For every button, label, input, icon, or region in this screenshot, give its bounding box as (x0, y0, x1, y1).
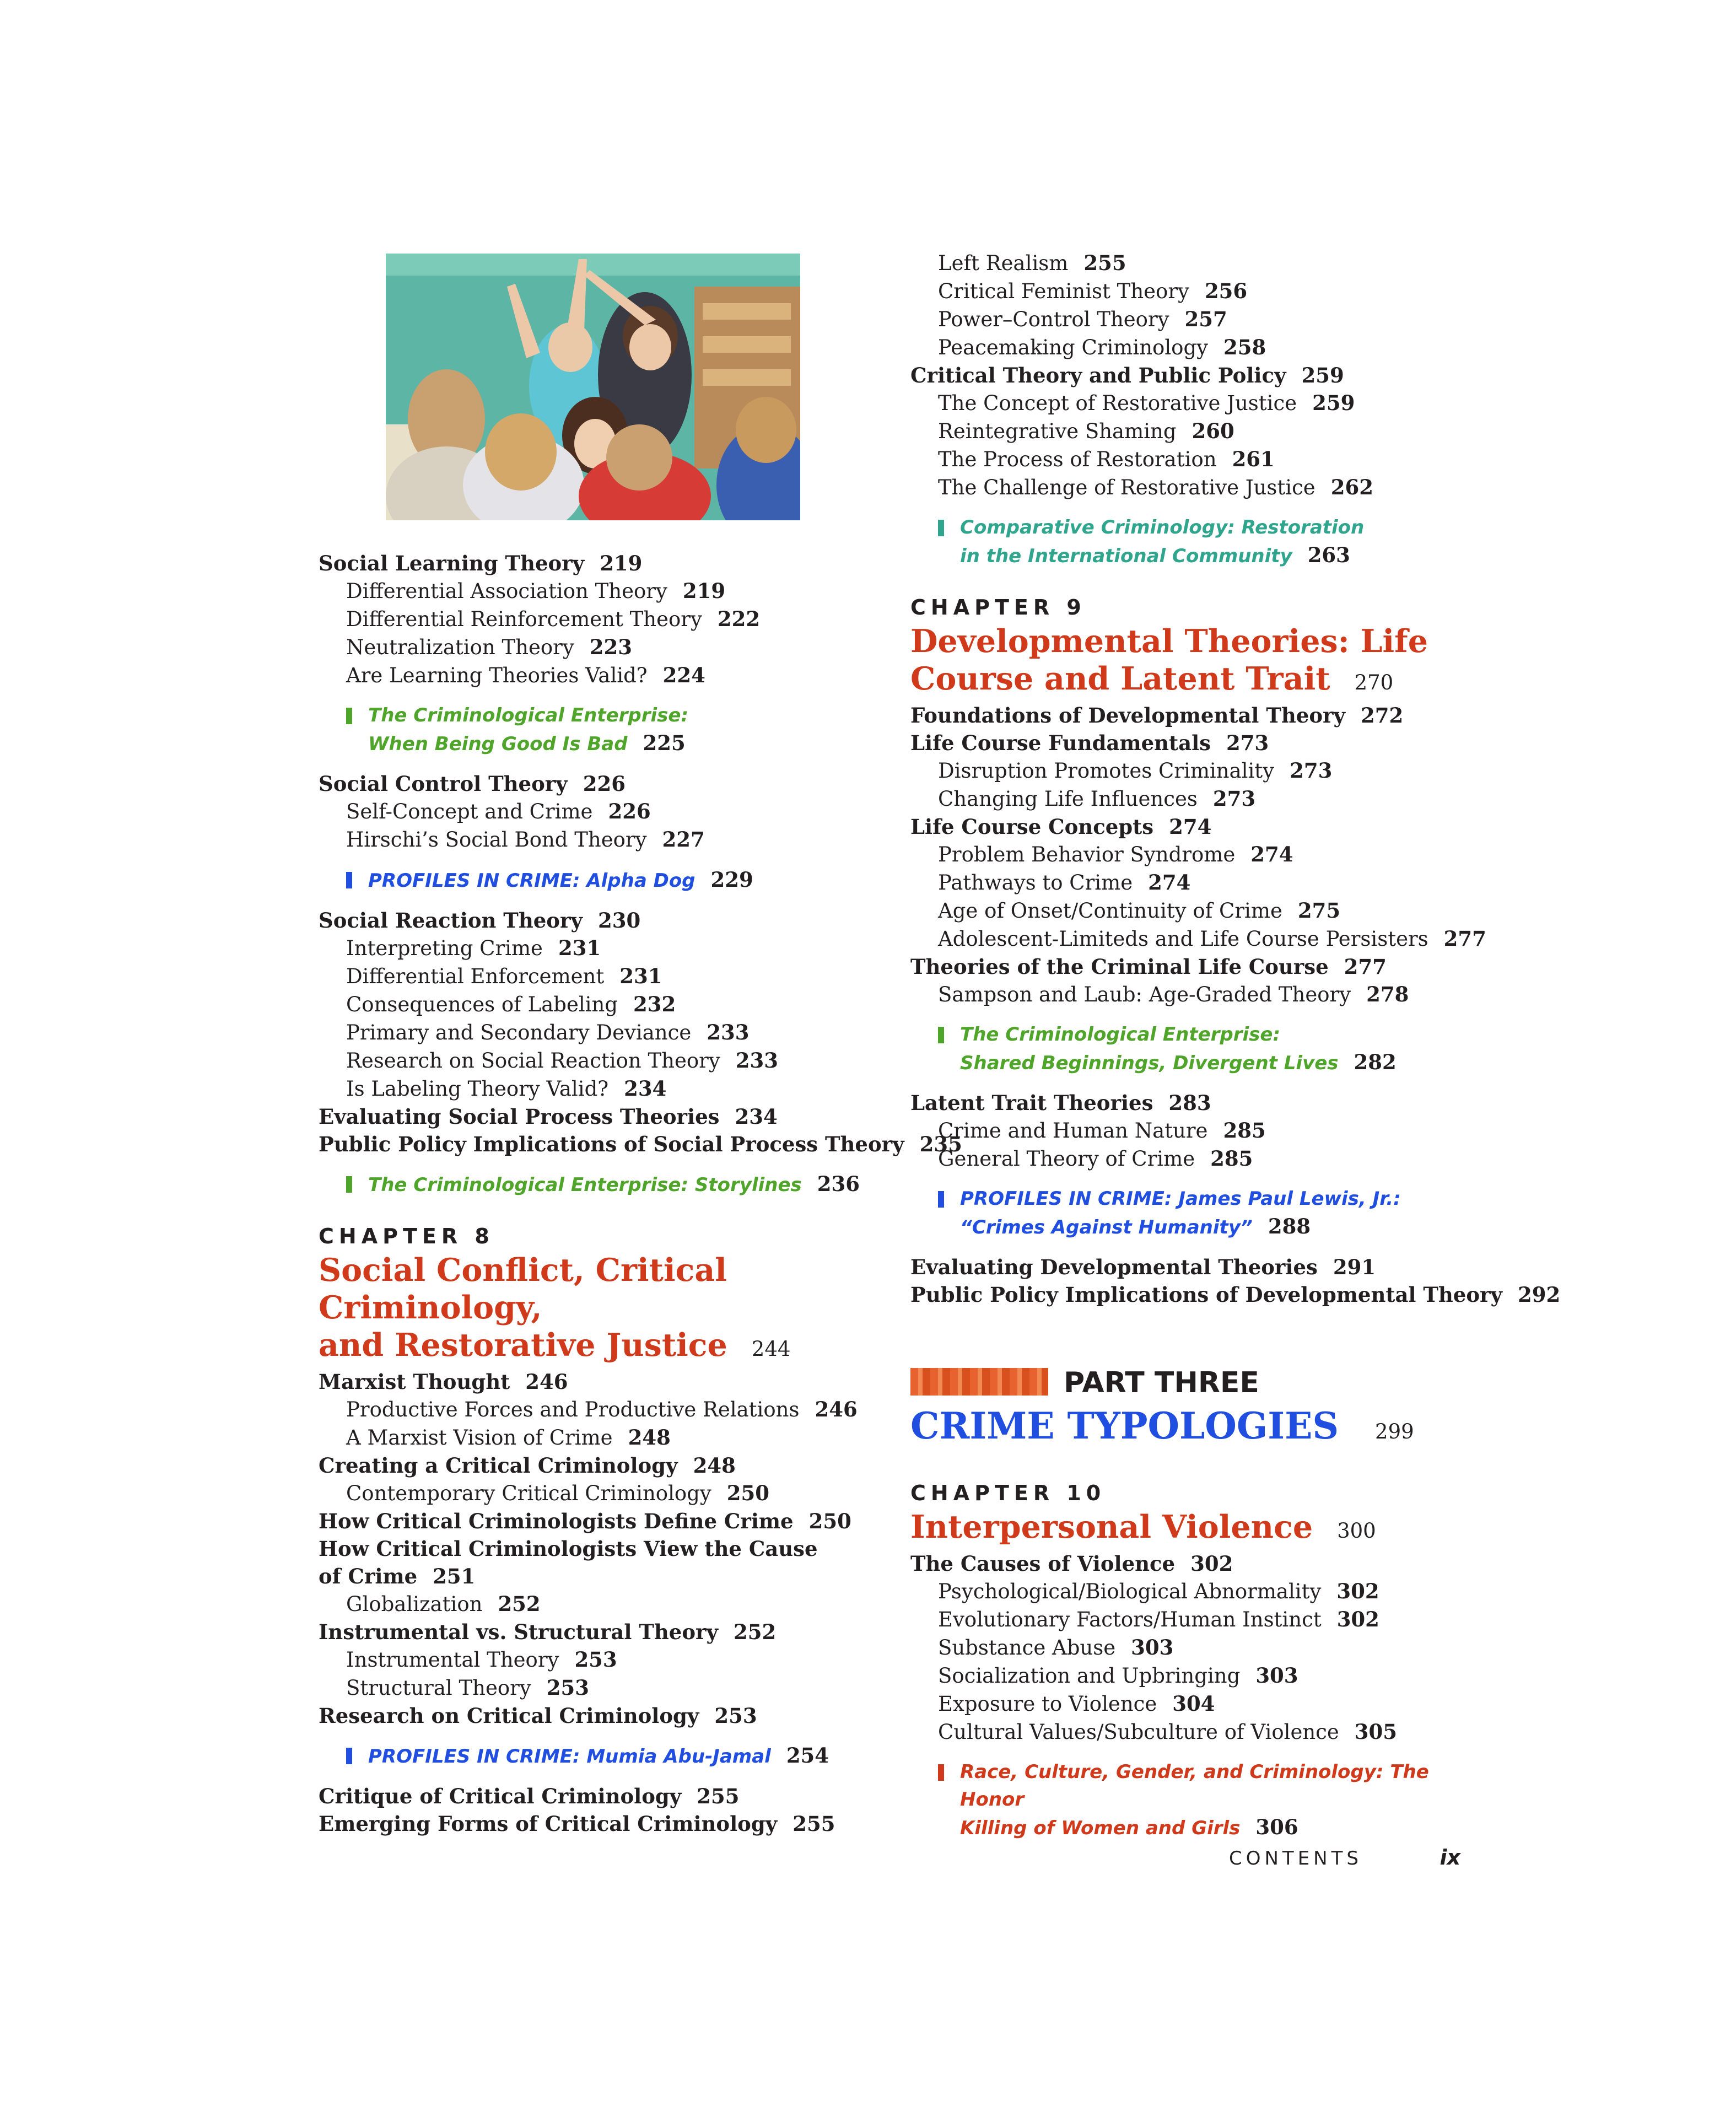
feature-title-text: The Criminological Enterprise: (960, 1023, 1281, 1046)
entry-page-number: 252 (734, 1620, 777, 1644)
toc-subentry (319, 1590, 892, 1618)
entry-title: Primary and Secondary Deviance (346, 1021, 692, 1044)
chapter-title (319, 1252, 892, 1368)
entry-page-number: 275 (1297, 898, 1341, 923)
feature-title-line (960, 541, 1495, 570)
toc-subentry (319, 826, 892, 854)
toc-subentry (319, 1674, 892, 1702)
toc-subentry (319, 934, 892, 962)
chapter-title-line (910, 1509, 1495, 1550)
part-color-swatch (910, 1368, 1048, 1396)
toc-subentry (319, 1646, 892, 1674)
entry-page-number: 304 (1172, 1691, 1215, 1716)
photo-illustration (386, 254, 800, 520)
feature-title-line (368, 866, 892, 895)
entry-page-number: 303 (1255, 1663, 1298, 1688)
entry-title: The Challenge of Restorative Justice (938, 476, 1316, 499)
toc-subentry (910, 445, 1495, 473)
feature-box-entry (910, 514, 1495, 570)
entry-title: Research on Social Reaction Theory (346, 1049, 720, 1073)
feature-page-number: 263 (1307, 543, 1350, 567)
entry-page-number: 273 (1226, 731, 1269, 755)
entry-page-number: 250 (726, 1481, 770, 1505)
entry-title: Productive Forces and Productive Relations (346, 1398, 800, 1421)
feature-marker-icon (346, 708, 352, 724)
toc-subentry (910, 757, 1495, 785)
feature-title-text: When Being Good Is Bad (368, 733, 628, 755)
toc-subentry (910, 305, 1495, 333)
chapter-label: CHAPTER 8 (319, 1224, 494, 1248)
toc-subentry (910, 1117, 1495, 1145)
entry-page-number: 253 (574, 1647, 617, 1672)
feature-title-line (960, 1021, 1495, 1048)
entry-page-number: 235 (919, 1132, 962, 1156)
chapter-title-text: Interpersonal Violence (910, 1509, 1313, 1545)
toc-heading-entry (910, 1550, 1495, 1577)
feature-box-entry (319, 702, 892, 758)
entry-page-number: 259 (1301, 363, 1344, 387)
entry-title: Public Policy Implications of Social Process Theory (319, 1132, 904, 1156)
entry-page-number: 246 (525, 1370, 568, 1394)
entry-title: Theories of the Criminal Life Course (910, 955, 1329, 979)
feature-title-text: in the International Community (960, 545, 1292, 567)
chapter-title (910, 1509, 1495, 1550)
entry-page-number: 260 (1192, 419, 1234, 443)
toc-heading-entry (319, 549, 892, 577)
entry-title: The Process of Restoration (938, 448, 1217, 471)
toc-heading-entry (910, 813, 1495, 841)
entry-title: Psychological/Biological Abnormality (938, 1580, 1322, 1603)
entry-page-number: 232 (633, 992, 676, 1016)
entry-page-number: 255 (1083, 251, 1126, 275)
entry-title: Instrumental vs. Structural Theory (319, 1620, 718, 1644)
entry-title: How Critical Criminologists Define Crime (319, 1509, 794, 1533)
entry-page-number: 285 (1210, 1146, 1253, 1171)
feature-box-entry (319, 866, 892, 895)
toc-heading-entry (319, 1130, 962, 1158)
entry-title: Sampson and Laub: Age-Graded Theory (938, 983, 1351, 1006)
entry-title: Evaluating Social Process Theories (319, 1105, 720, 1129)
toc-subentry (910, 1145, 1495, 1173)
feature-box-entry (910, 1758, 1495, 1842)
feature-title-line (960, 1813, 1495, 1842)
entry-title: of Crime (319, 1564, 418, 1588)
entry-page-number: 302 (1336, 1607, 1379, 1631)
entry-page-number: 285 (1223, 1118, 1266, 1143)
entry-title: Hirschi’s Social Bond Theory (346, 828, 647, 852)
entry-page-number: 259 (1312, 391, 1355, 415)
feature-page-number: 229 (710, 868, 753, 892)
toc-subentry (319, 962, 892, 990)
feature-marker-icon (346, 872, 352, 888)
toc-subentry (319, 1424, 892, 1452)
entry-page-number: 248 (693, 1453, 736, 1478)
feature-page-number: 225 (643, 731, 686, 755)
toc-heading-entry (319, 770, 892, 798)
entry-page-number: 305 (1354, 1720, 1398, 1744)
entry-title: Structural Theory (346, 1676, 531, 1700)
toc-heading-entry (910, 1253, 1495, 1281)
toc-subentry (319, 1479, 892, 1507)
entry-page-number: 272 (1361, 703, 1404, 728)
toc-heading-entry (319, 1103, 892, 1130)
entry-page-number: 253 (546, 1676, 589, 1700)
entry-page-number: 253 (714, 1704, 757, 1728)
feature-marker-icon (346, 1176, 352, 1193)
entry-page-number: 256 (1204, 279, 1248, 303)
entry-title: Adolescent-Limiteds and Life Course Persisters (938, 927, 1428, 951)
entry-title: Life Course Fundamentals (910, 731, 1211, 755)
toc-right-column (910, 249, 1561, 1854)
entry-title: Is Labeling Theory Valid? (346, 1077, 609, 1101)
entry-title: Differential Enforcement (346, 965, 605, 988)
part-title (910, 1402, 1495, 1456)
entry-title: Social Reaction Theory (319, 908, 583, 933)
feature-box-entry (910, 1185, 1495, 1241)
feature-box-entry (910, 1021, 1495, 1077)
entry-page-number: 231 (619, 964, 662, 988)
entry-page-number: 234 (735, 1105, 778, 1129)
entry-title: Globalization (346, 1592, 483, 1616)
part-header (910, 1364, 1495, 1402)
entry-page-number: 219 (682, 579, 726, 603)
toc-heading-entry (319, 1810, 892, 1838)
toc-heading-entry (319, 1782, 892, 1810)
toc-subentry (910, 925, 1495, 953)
entry-title: Marxist Thought (319, 1370, 510, 1394)
entry-title: The Causes of Violence (910, 1551, 1176, 1576)
toc-subentry (910, 1718, 1495, 1746)
entry-title: Social Learning Theory (319, 551, 585, 575)
entry-title: Public Policy Implications of Developmental Theory (910, 1283, 1503, 1307)
feature-title-text: Killing of Women and Girls (960, 1817, 1241, 1839)
toc-subentry (319, 798, 892, 826)
entry-page-number: 250 (808, 1509, 851, 1533)
feature-title-text: PROFILES IN CRIME: Mumia Abu-Jamal (368, 1746, 771, 1768)
entry-page-number: 273 (1212, 786, 1256, 811)
feature-title-line (368, 1170, 892, 1199)
feature-marker-icon (938, 520, 944, 536)
entry-page-number: 222 (717, 607, 761, 631)
toc-subentry (910, 785, 1495, 813)
page-footer (1229, 1847, 1460, 1870)
entry-title: Age of Onset/Continuity of Crime (938, 899, 1282, 923)
entry-page-number: 246 (815, 1397, 858, 1421)
entry-title: The Concept of Restorative Justice (938, 391, 1297, 415)
entry-title: Cultural Values/Subculture of Violence (938, 1720, 1339, 1744)
entry-page-number: 273 (1290, 758, 1333, 783)
chapter-title (910, 623, 1495, 702)
toc-subentry (910, 1577, 1495, 1606)
entry-title: Foundations of Developmental Theory (910, 703, 1345, 728)
entry-page-number: 226 (608, 799, 651, 823)
feature-title-line (960, 1213, 1495, 1241)
feature-box-entry (319, 1742, 892, 1770)
feature-page-number: 236 (817, 1172, 860, 1196)
entry-title: Critical Feminist Theory (938, 279, 1189, 303)
toc-heading-entry (319, 1368, 892, 1396)
chapter-title-line (319, 1252, 892, 1327)
chapter-title-text: Developmental Theories: Life (910, 623, 1428, 660)
entry-title: Social Control Theory (319, 772, 568, 796)
feature-title-line (368, 729, 892, 758)
feature-title-text: “Crimes Against Humanity” (960, 1216, 1253, 1238)
feature-title-line (960, 514, 1495, 541)
entry-title: Pathways to Crime (938, 871, 1133, 895)
toc-heading-entry (910, 362, 1495, 389)
entry-page-number: 224 (662, 663, 705, 687)
entry-page-number: 231 (558, 936, 601, 960)
part-label: PART THREE (1064, 1366, 1259, 1399)
toc-subentry (910, 981, 1495, 1009)
entry-title: General Theory of Crime (938, 1147, 1195, 1171)
entry-title: Disruption Promotes Criminality (938, 759, 1275, 783)
toc-heading-entry (319, 1452, 892, 1479)
toc-subentry (910, 277, 1495, 305)
feature-page-number: 288 (1268, 1214, 1311, 1238)
entry-title: Peacemaking Criminology (938, 336, 1209, 359)
feature-marker-icon (938, 1764, 944, 1781)
entry-page-number: 233 (707, 1020, 750, 1044)
chapter-page-number: 270 (1354, 671, 1394, 694)
toc-subentry (910, 841, 1495, 869)
toc-heading-entry (319, 907, 892, 934)
chapter-page-number: 244 (751, 1337, 791, 1361)
entry-title: Creating a Critical Criminology (319, 1453, 678, 1478)
entry-title: Life Course Concepts (910, 815, 1154, 839)
toc-heading-entry (910, 702, 1495, 729)
toc-subentry (319, 1047, 892, 1075)
entry-page-number: 274 (1148, 870, 1191, 895)
feature-title-text: Comparative Criminology: Restoration (960, 516, 1365, 538)
feature-title-text: Shared Beginnings, Divergent Lives (960, 1052, 1339, 1074)
entry-page-number: 274 (1250, 842, 1293, 866)
entry-page-number: 251 (433, 1564, 476, 1588)
entry-title: Consequences of Labeling (346, 993, 618, 1016)
feature-title-line (960, 1048, 1495, 1077)
entry-page-number: 278 (1366, 982, 1409, 1006)
entry-title: Left Realism (938, 251, 1069, 275)
entry-title: Critical Theory and Public Policy (910, 363, 1286, 387)
entry-title: Differential Reinforcement Theory (346, 607, 702, 631)
toc-subentry (910, 897, 1495, 925)
entry-title: Self-Concept and Crime (346, 800, 593, 823)
entry-page-number: 233 (735, 1048, 779, 1073)
entry-title: Crime and Human Nature (938, 1119, 1208, 1143)
feature-marker-icon (938, 1027, 944, 1043)
entry-title: Latent Trait Theories (910, 1091, 1153, 1115)
toc-subentry (319, 1075, 892, 1103)
entry-page-number: 291 (1333, 1255, 1376, 1279)
chapter-title-text: Social Conflict, Critical Criminology, (319, 1252, 727, 1326)
entry-title: Evolutionary Factors/Human Instinct (938, 1608, 1322, 1631)
chapter-title-text: and Restorative Justice (319, 1327, 727, 1364)
entry-title: Power–Control Theory (938, 308, 1169, 331)
toc-subentry (910, 869, 1495, 897)
toc-heading-entry (910, 729, 1495, 757)
feature-page-number: 306 (1255, 1815, 1298, 1839)
toc-heading-entry (910, 1089, 1495, 1117)
feature-title-text: Race, Culture, Gender, and Criminology: The Honor (960, 1761, 1429, 1811)
toc-subentry (910, 249, 1495, 277)
entry-title: Critique of Critical Criminology (319, 1784, 682, 1808)
entry-title: Differential Association Theory (346, 579, 667, 603)
entry-title: Instrumental Theory (346, 1648, 559, 1672)
feature-marker-icon (346, 1748, 352, 1764)
chapter-label: CHAPTER 9 (910, 595, 1086, 619)
entry-title: Reintegrative Shaming (938, 419, 1177, 443)
feature-title-line (960, 1758, 1495, 1813)
entry-page-number: 303 (1131, 1635, 1174, 1660)
entry-page-number: 255 (792, 1812, 835, 1836)
feature-marker-icon (938, 1191, 944, 1208)
chapter-title-line (319, 1327, 892, 1368)
chapter-title-line (910, 660, 1495, 702)
toc-subentry (910, 333, 1495, 362)
feature-title-text: The Criminological Enterprise: (368, 704, 689, 726)
entry-title: Emerging Forms of Critical Criminology (319, 1812, 778, 1836)
entry-title: Changing Life Influences (938, 787, 1198, 811)
entry-page-number: 252 (498, 1592, 541, 1616)
entry-page-number: 230 (597, 908, 641, 933)
entry-page-number: 292 (1518, 1283, 1561, 1307)
toc-left-column (319, 549, 962, 1838)
toc-heading-entry (319, 1507, 892, 1535)
chapter-title-line (910, 623, 1495, 660)
entry-title: How Critical Criminologists View the Cause (319, 1537, 818, 1561)
entry-page-number: 255 (697, 1784, 740, 1808)
entry-page-number: 283 (1168, 1091, 1211, 1115)
entry-title: Evaluating Developmental Theories (910, 1255, 1318, 1279)
entry-page-number: 223 (589, 635, 633, 659)
toc-heading-entry (319, 1618, 892, 1646)
part-page-number: 299 (1375, 1420, 1414, 1443)
toc-subentry (319, 633, 892, 661)
entry-page-number: 274 (1169, 815, 1212, 839)
entry-page-number: 248 (628, 1425, 671, 1450)
entry-page-number: 258 (1223, 335, 1266, 359)
running-footer-label: CONTENTS (1229, 1847, 1362, 1870)
toc-subentry (910, 1606, 1495, 1634)
entry-title: Are Learning Theories Valid? (346, 664, 648, 687)
chapter-title-text: Course and Latent Trait (910, 660, 1330, 697)
entry-title: Socialization and Upbringing (938, 1664, 1241, 1688)
entry-page-number: 227 (662, 827, 705, 852)
entry-title: Research on Critical Criminology (319, 1704, 699, 1728)
toc-subentry (910, 1690, 1495, 1718)
entry-title: Substance Abuse (938, 1636, 1116, 1660)
entry-page-number: 302 (1190, 1551, 1233, 1576)
toc-subentry (319, 990, 892, 1019)
toc-subentry (319, 1396, 892, 1424)
toc-subentry (910, 1662, 1495, 1690)
part-title-text: CRIME TYPOLOGIES (910, 1404, 1339, 1447)
chapter-label: CHAPTER 10 (910, 1481, 1106, 1505)
chapter-photo (386, 254, 800, 520)
feature-title-text: PROFILES IN CRIME: Alpha Dog (368, 870, 696, 892)
entry-title: Interpreting Crime (346, 936, 543, 960)
entry-page-number: 277 (1344, 955, 1387, 979)
toc-subentry (910, 417, 1495, 445)
feature-box-entry (319, 1170, 892, 1199)
toc-heading-entry (319, 1563, 892, 1590)
toc-subentry (319, 661, 892, 689)
feature-title-text: The Criminological Enterprise: Storylines (368, 1174, 802, 1196)
toc-subentry (319, 605, 892, 633)
entry-title: Contemporary Critical Criminology (346, 1481, 711, 1505)
feature-title-line (368, 702, 892, 729)
entry-title: Problem Behavior Syndrome (938, 843, 1236, 866)
feature-title-line (960, 1185, 1495, 1213)
toc-heading-entry (910, 953, 1495, 981)
entry-title: Exposure to Violence (938, 1692, 1157, 1716)
toc-subentry (319, 1019, 892, 1047)
entry-page-number: 219 (600, 551, 643, 575)
entry-page-number: 302 (1336, 1579, 1379, 1603)
entry-page-number: 261 (1232, 447, 1275, 471)
toc-heading-entry (319, 1702, 892, 1730)
entry-page-number: 262 (1330, 475, 1373, 499)
entry-page-number: 277 (1443, 926, 1486, 951)
page-number: ix (1440, 1845, 1460, 1870)
toc-heading-entry (319, 1535, 892, 1563)
entry-page-number: 226 (583, 772, 626, 796)
entry-page-number: 234 (624, 1076, 667, 1101)
chapter-page-number: 300 (1337, 1519, 1376, 1543)
toc-subentry (910, 1634, 1495, 1662)
toc-subentry (910, 389, 1495, 417)
entry-title: Neutralization Theory (346, 635, 574, 659)
toc-subentry (319, 577, 892, 605)
feature-title-text: PROFILES IN CRIME: James Paul Lewis, Jr.: (960, 1188, 1401, 1210)
feature-title-line (368, 1742, 892, 1770)
entry-page-number: 257 (1184, 307, 1227, 331)
entry-title: A Marxist Vision of Crime (346, 1426, 613, 1450)
feature-page-number: 254 (786, 1743, 829, 1768)
toc-subentry (910, 473, 1495, 502)
toc-heading-entry (910, 1281, 1561, 1308)
feature-page-number: 282 (1354, 1050, 1397, 1074)
